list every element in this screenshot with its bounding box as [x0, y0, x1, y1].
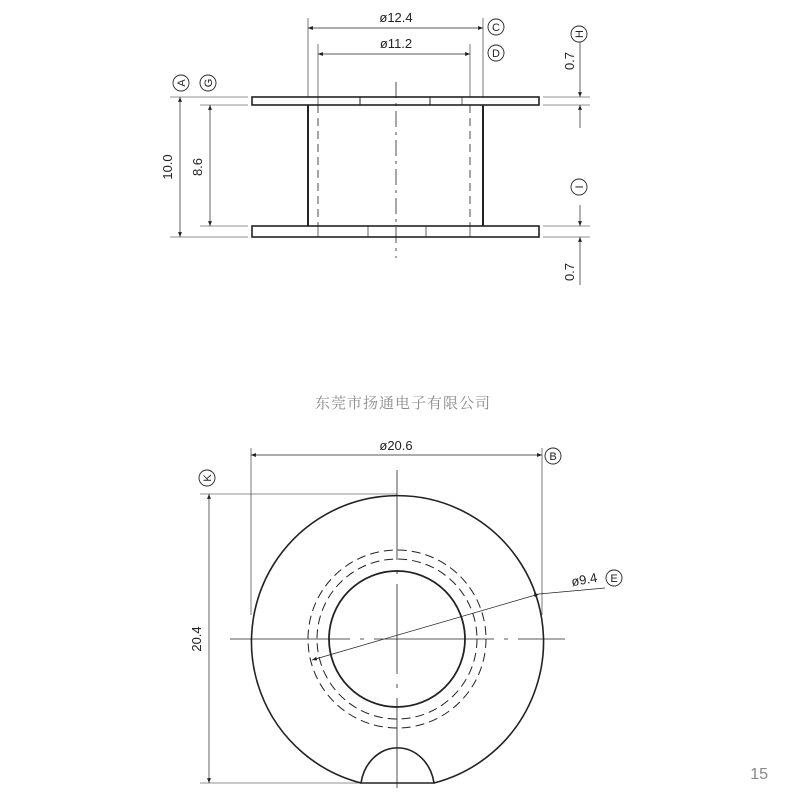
- dim-inner-dia: ø11.2: [379, 36, 413, 51]
- dim-hole-dia-line: [312, 594, 539, 660]
- bottom-notch: [361, 748, 434, 783]
- label-b: B: [549, 451, 557, 463]
- top-view: [200, 448, 605, 798]
- label-g: G: [203, 78, 215, 88]
- dim-total-height: 10.0: [160, 154, 175, 180]
- dim-hole-dia: ø9.4: [570, 569, 599, 590]
- dim-top-height: 20.4: [189, 626, 204, 652]
- label-a: A: [176, 79, 188, 87]
- dim-top-outer-dia: ø20.6: [379, 438, 413, 453]
- company-name: 东莞市扬通电子有限公司: [314, 394, 492, 412]
- label-c: C: [492, 22, 500, 34]
- bottom-flange: [252, 226, 539, 237]
- label-i: I: [574, 185, 586, 189]
- side-view: [170, 18, 590, 285]
- dim-outer-dia: ø12.4: [379, 10, 413, 25]
- dim-bottom-flange: 0.7: [562, 262, 577, 282]
- label-e: E: [610, 573, 618, 585]
- page-number: 15: [750, 766, 768, 783]
- top-flange: [252, 97, 539, 105]
- label-h: H: [574, 30, 586, 38]
- label-k: K: [202, 474, 214, 482]
- dim-top-flange: 0.7: [562, 51, 577, 71]
- dim-inner-height: 8.6: [190, 157, 205, 177]
- label-d: D: [492, 48, 500, 60]
